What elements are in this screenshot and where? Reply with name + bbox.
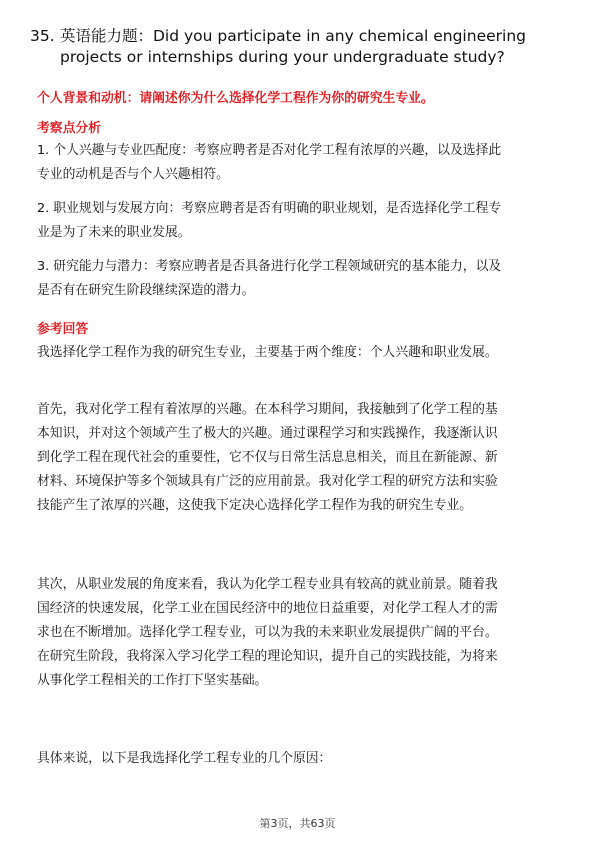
answer-p2-line-4: 材料、环境保护等多个领域具有广泛的应用前景。我对化学工程的研究方法和实验	[37, 474, 498, 489]
analysis-item	[37, 139, 562, 187]
answer-p1-line-1: 我选择化学工程作为我的研究生专业，主要基于两个维度：个人兴趣和职业发展。	[37, 345, 498, 360]
answer-paragraph	[37, 341, 562, 365]
answer-p3-line-4: 在研究生阶段，我将深入学习化学工程的理论知识，提升自己的实践技能，为将来	[37, 649, 498, 664]
answer-p3-line-3: 求也在不断增加。选择化学工程专业，可以为我的未来职业发展提供广阔的平台。	[37, 625, 498, 640]
answer-p3-line-2: 国经济的快速发展，化学工业在国民经济中的地位日益重要，对化学工程人才的需	[37, 601, 498, 616]
answer-heading: 参考回答	[37, 322, 89, 337]
analysis-item	[37, 255, 562, 303]
analysis-item-1-line-1: 1. 个人兴趣与专业匹配度：考察应聘者是否对化学工程有浓厚的兴趣，以及选择此	[37, 143, 502, 158]
question-text-1: 英语能力题：Did you participate in any chemical engineering	[60, 27, 526, 45]
answer-p2-line-5: 技能产生了浓厚的兴趣，这使我下定决心选择化学工程作为我的研究生专业。	[37, 498, 473, 513]
answer-p4-line-1: 具体来说，以下是我选择化学工程专业的几个原因：	[37, 751, 332, 766]
question-line-1	[30, 26, 570, 47]
question-subtitle: 个人背景和动机：请阐述你为什么选择化学工程作为你的研究生专业。	[37, 91, 434, 106]
analysis-item-3-line-1: 3. 研究能力与潜力：考察应聘者是否具备进行化学工程领域研究的基本能力，以及	[37, 259, 502, 274]
analysis-item-1-line-2: 专业的动机是否与个人兴趣相符。	[37, 167, 229, 182]
answer-paragraph	[37, 398, 562, 518]
answer-paragraph	[37, 747, 562, 771]
analysis-item-2-line-2: 业是为了未来的职业发展。	[37, 225, 191, 240]
answer-p3-line-1: 其次，从职业发展的角度来看，我认为化学工程专业具有较高的就业前景。随着我	[37, 577, 498, 592]
answer-paragraph	[37, 573, 562, 693]
analysis-item	[37, 197, 562, 245]
question-text-2: projects or internships during your undergraduate study?	[60, 48, 505, 66]
analysis-item-2-line-1: 2. 职业规划与发展方向：考察应聘者是否有明确的职业规划，是否选择化学工程专	[37, 201, 502, 216]
answer-p3-line-5: 从事化学工程相关的工作打下坚实基础。	[37, 673, 268, 688]
answer-p2-line-1: 首先，我对化学工程有着浓厚的兴趣。在本科学习期间，我接触到了化学工程的基	[37, 402, 498, 417]
analysis-heading: 考察点分析	[37, 121, 101, 136]
page-footer: 第3页，共63页	[259, 817, 336, 830]
answer-p2-line-3: 到化学工程在现代社会的重要性，它不仅与日常生活息息相关，而且在新能源、新	[37, 450, 498, 465]
question-title	[30, 26, 570, 68]
analysis-item-3-line-2: 是否有在研究生阶段继续深造的潜力。	[37, 283, 255, 298]
answer-p2-line-2: 本知识，并对这个领域产生了极大的兴趣。通过课程学习和实践操作，我逐渐认识	[37, 426, 498, 441]
question-number: 35.	[30, 27, 55, 45]
